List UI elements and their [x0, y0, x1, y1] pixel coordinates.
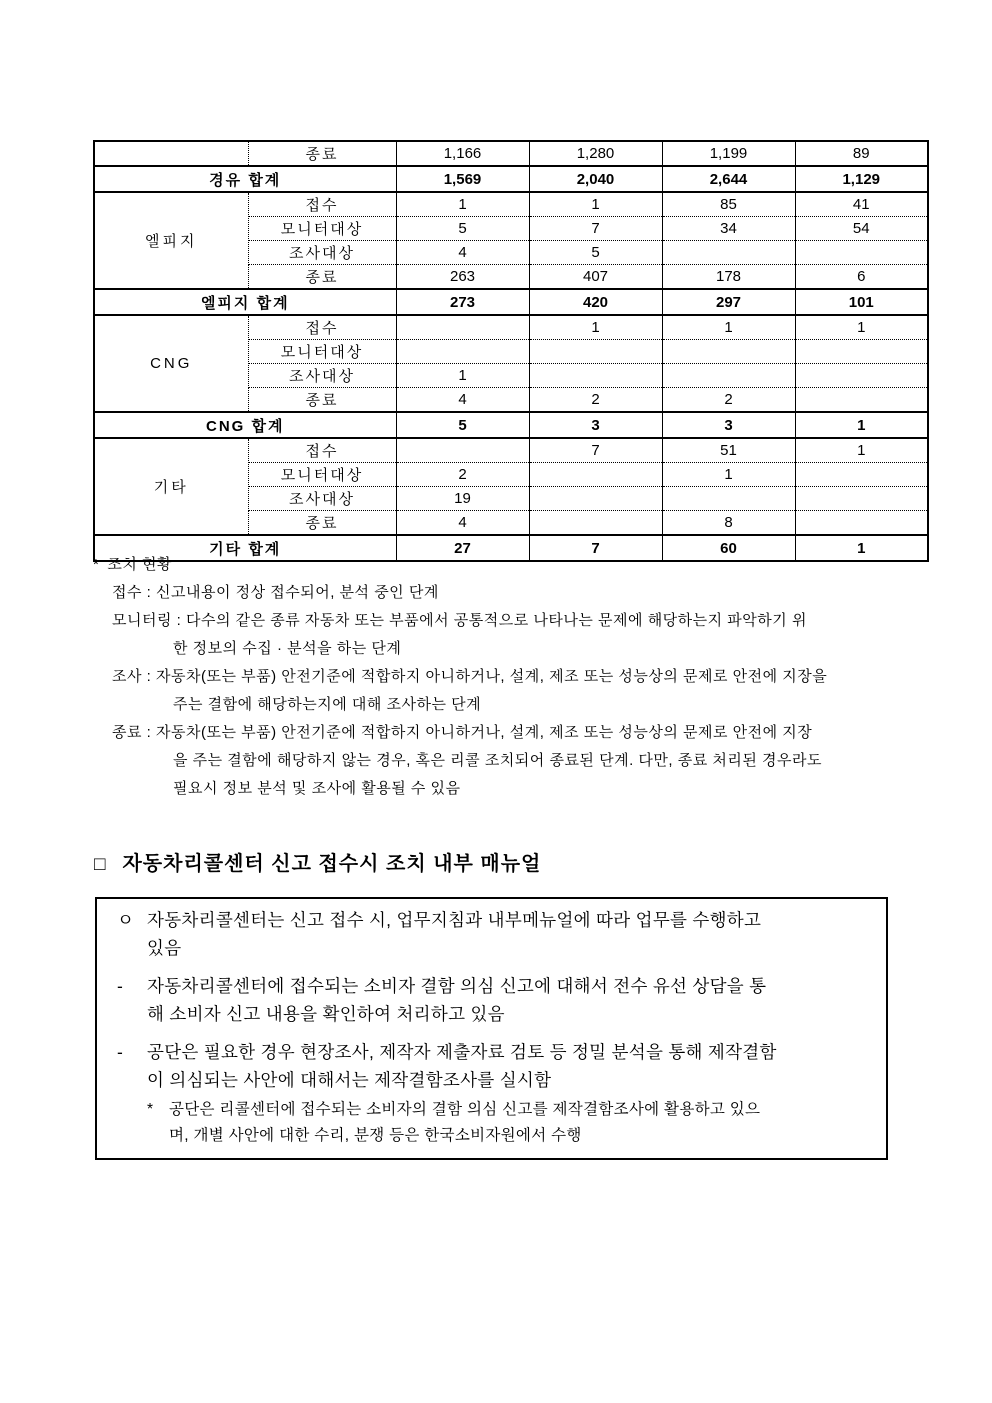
- item-body: [147, 906, 878, 962]
- value-cell: 1: [795, 315, 928, 340]
- box-item: [117, 906, 878, 962]
- total-label-cell: 엘피지 합계: [94, 289, 396, 315]
- total-value-cell: 297: [662, 289, 795, 315]
- value-cell: [529, 511, 662, 536]
- action-status-notes: [93, 551, 938, 803]
- table-total-row: [94, 289, 928, 315]
- table-data-row: [94, 192, 928, 217]
- value-cell: [795, 340, 928, 364]
- item-line: 이 의심되는 사안에 대해서는 제작결함조사를 실시함: [147, 1070, 552, 1090]
- total-value-cell: 27: [396, 535, 529, 561]
- value-cell: 263: [396, 265, 529, 290]
- square-bullet-icon: □: [94, 854, 107, 875]
- value-cell: [529, 487, 662, 511]
- value-cell: 1: [529, 192, 662, 217]
- item-marker: -: [117, 1042, 124, 1062]
- status-cell: 모니터대상: [248, 340, 396, 364]
- total-value-cell: 2,040: [529, 166, 662, 192]
- total-label-cell: 경유 합계: [94, 166, 396, 192]
- total-value-cell: 1: [795, 535, 928, 561]
- item-marker: *: [147, 1101, 154, 1118]
- box-item: [117, 1038, 878, 1094]
- value-cell: 2: [529, 388, 662, 413]
- total-value-cell: 3: [529, 412, 662, 438]
- value-cell: [795, 388, 928, 413]
- value-cell: [795, 487, 928, 511]
- fuel-type-cell: [94, 141, 248, 166]
- fuel-type-cell: 기타: [94, 438, 248, 535]
- value-cell: 1,166: [396, 141, 529, 166]
- note-line: 접수 : 신고내용이 정상 접수되어, 분석 중인 단계: [112, 584, 439, 601]
- value-cell: 178: [662, 265, 795, 290]
- note-title: 조치 현황: [107, 556, 172, 573]
- table-total-row: [94, 412, 928, 438]
- total-value-cell: 1,569: [396, 166, 529, 192]
- total-value-cell: 5: [396, 412, 529, 438]
- fuel-type-cell: 엘피지: [94, 192, 248, 289]
- value-cell: 1: [795, 438, 928, 463]
- section-heading: [94, 847, 541, 876]
- total-value-cell: 60: [662, 535, 795, 561]
- value-cell: 7: [529, 438, 662, 463]
- value-cell: 51: [662, 438, 795, 463]
- note-line: 종료 : 자동차(또는 부품) 안전기준에 적합하지 아니하거나, 설계, 제조 또는 성능상의 문제로 안전에 지장: [112, 724, 813, 741]
- value-cell: 19: [396, 487, 529, 511]
- note-line: 한 정보의 수집 · 분석을 하는 단계: [173, 640, 402, 657]
- value-cell: [396, 438, 529, 463]
- item-line: 자동차리콜센터는 신고 접수 시, 업무지침과 내부메뉴얼에 따라 업무를 수행하고: [147, 910, 762, 930]
- item-line: 있음: [147, 938, 182, 958]
- note-line: 필요시 정보 분석 및 조사에 활용될 수 있음: [173, 780, 461, 797]
- value-cell: 34: [662, 217, 795, 241]
- value-cell: 2: [396, 463, 529, 487]
- manual-box: [95, 897, 888, 1160]
- item-line: 공단은 필요한 경우 현장조사, 제작자 제출자료 검토 등 정밀 분석을 통해 제작결함: [147, 1042, 777, 1062]
- value-cell: [662, 487, 795, 511]
- asterisk-marker: *: [93, 556, 100, 573]
- value-cell: 54: [795, 217, 928, 241]
- value-cell: 1: [662, 315, 795, 340]
- value-cell: 4: [396, 388, 529, 413]
- table-data-row: [94, 315, 928, 340]
- status-cell: 조사대상: [248, 364, 396, 388]
- total-value-cell: 1: [795, 412, 928, 438]
- total-label-cell: CNG 합계: [94, 412, 396, 438]
- value-cell: 7: [529, 217, 662, 241]
- total-value-cell: 101: [795, 289, 928, 315]
- status-cell: 접수: [248, 438, 396, 463]
- value-cell: 4: [396, 511, 529, 536]
- note-header: [93, 551, 938, 579]
- total-value-cell: 7: [529, 535, 662, 561]
- total-value-cell: 3: [662, 412, 795, 438]
- value-cell: [662, 364, 795, 388]
- total-value-cell: 1,129: [795, 166, 928, 192]
- value-cell: 1: [396, 192, 529, 217]
- value-cell: [396, 315, 529, 340]
- status-cell: 종료: [248, 141, 396, 166]
- value-cell: [795, 463, 928, 487]
- item-marker: ㅇ: [117, 910, 135, 930]
- fuel-type-cell: CNG: [94, 315, 248, 412]
- value-cell: 85: [662, 192, 795, 217]
- value-cell: 6: [857, 268, 866, 285]
- report-table: [93, 140, 929, 562]
- value-cell: 1,280: [529, 141, 662, 166]
- value-cell: 1: [396, 364, 529, 388]
- value-cell: [662, 340, 795, 364]
- table-data-row: [94, 438, 928, 463]
- item-line: 며, 개별 사안에 대한 수리, 분쟁 등은 한국소비자원에서 수행: [169, 1127, 582, 1144]
- value-cell: [529, 463, 662, 487]
- value-cell: 1,199: [662, 141, 795, 166]
- report-table-body: [94, 141, 928, 561]
- status-cell: 모니터대상: [248, 463, 396, 487]
- value-cell: 8: [662, 511, 795, 536]
- item-line: 공단은 리콜센터에 접수되는 소비자의 결함 의심 신고를 제작결함조사에 활용하고 있으: [169, 1101, 761, 1118]
- item-marker: -: [117, 976, 124, 996]
- value-cell: [529, 364, 662, 388]
- status-cell: 종료: [248, 511, 396, 536]
- recall-status-table: [93, 140, 929, 562]
- note-lines: [93, 579, 938, 803]
- status-cell: 조사대상: [248, 487, 396, 511]
- value-cell: [396, 340, 529, 364]
- value-cell: 1: [529, 315, 662, 340]
- value-cell: [795, 364, 928, 388]
- note-line: 모니터링 : 다수의 같은 종류 자동차 또는 부품에서 공통적으로 나타나는 문제에 해당하는지 파악하기 위: [112, 612, 807, 629]
- value-cell: 2: [662, 388, 795, 413]
- value-cell: [795, 511, 928, 536]
- total-value-cell: 2,644: [662, 166, 795, 192]
- table-data-row: [94, 141, 928, 166]
- item-line: 해 소비자 신고 내용을 확인하여 처리하고 있음: [147, 1004, 505, 1024]
- table-total-row: [94, 166, 928, 192]
- status-cell: 조사대상: [248, 241, 396, 265]
- value-cell: 5: [529, 241, 662, 265]
- value-cell: [662, 241, 795, 265]
- value-cell: 407: [529, 265, 662, 290]
- total-label-cell: 기타 합계: [94, 535, 396, 561]
- value-cell: 1: [662, 463, 795, 487]
- value-cell: 41: [795, 192, 928, 217]
- value-cell: 4: [396, 241, 529, 265]
- value-cell: 5: [396, 217, 529, 241]
- note-line: 조사 : 자동차(또는 부품) 안전기준에 적합하지 아니하거나, 설계, 제조 또는 성능상의 문제로 안전에 지장을: [112, 668, 828, 685]
- status-cell: 종료: [248, 265, 396, 290]
- item-body: [147, 1038, 878, 1094]
- item-body: [169, 1097, 878, 1149]
- item-body: [147, 972, 878, 1028]
- status-cell: 모니터대상: [248, 217, 396, 241]
- total-value-cell: 273: [396, 289, 529, 315]
- value-cell: 89: [852, 145, 870, 162]
- status-cell: 접수: [248, 192, 396, 217]
- note-line: 을 주는 결함에 해당하지 않는 경우, 혹은 리콜 조치되어 종료된 단계. 다만, 종료 처리된 경우라도: [173, 752, 822, 769]
- value-cell: [529, 340, 662, 364]
- box-item: [117, 972, 878, 1028]
- status-cell: 종료: [248, 388, 396, 413]
- status-cell: 접수: [248, 315, 396, 340]
- box-item: [147, 1097, 878, 1149]
- section-heading-text: 자동차리콜센터 신고 접수시 조치 내부 매뉴얼: [122, 853, 542, 875]
- value-cell: [795, 241, 928, 265]
- item-line: 자동차리콜센터에 접수되는 소비자 결함 의심 신고에 대해서 전수 유선 상담을 통: [147, 976, 767, 996]
- note-line: 주는 결함에 해당하는지에 대해 조사하는 단계: [173, 696, 482, 713]
- total-value-cell: 420: [529, 289, 662, 315]
